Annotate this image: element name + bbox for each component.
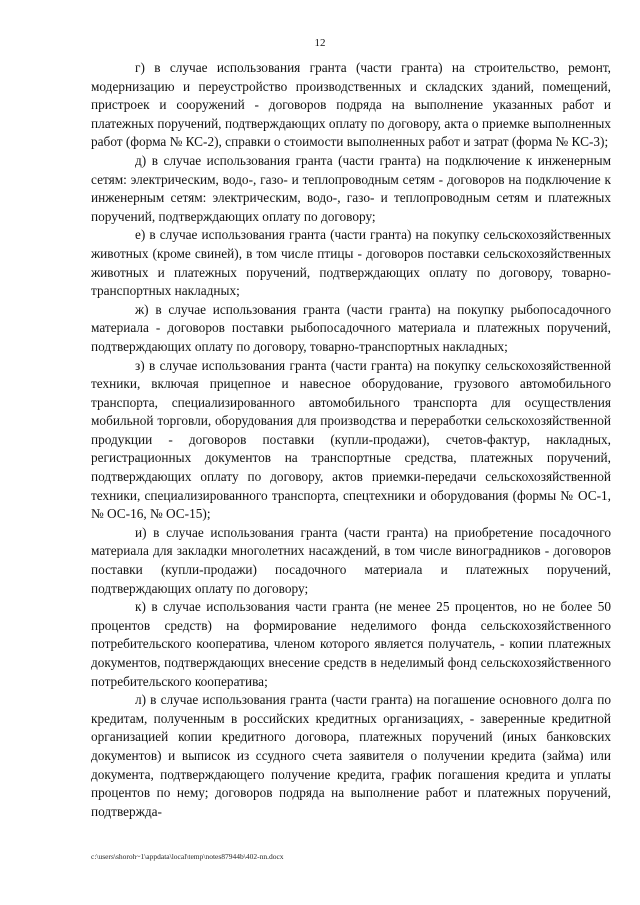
paragraph-z: з) в случае использования гранта (части гранта) на покупку сельскохозяйственной техники, включая прицепное и навесное оборудование, грузового автомобильного транспорта, специализированного автомобильного транспорта для осуществления мобильной торговли, оборудования для производства и переработки сельскохозяйственной продукции - договоров поставки (купли-продажи), счетов-фактур, накладных, регистрационных документов на транспортные средства, платежных поручений, подтверждающих оплату по договору, актов приемки-передачи сельскохозяйственной техники, специализированного транспорта, спецтехники и оборудования (формы № ОС-1, № ОС-16, № ОС-15); [91,357,611,522]
paragraph-d: д) в случае использования гранта (части гранта) на подключение к инженерным сетям: электрическим, водо-, газо- и теплопроводным сетям - договоров на подключение к инженерным сетям: электрическим, водо-, газо- и теплопроводным сетям и платежных поручений, подтверждающих оплату по договору; [91,152,611,224]
paragraph-zh: ж) в случае использования гранта (части гранта) на покупку рыбопосадочного материала - договоров поставки рыбопосадочного материала и платежных поручений, подтверждающих оплату по договору, товарно-транспортных накладных; [91,301,611,354]
paragraph-g: г) в случае использования гранта (части гранта) на строительство, ремонт, модернизацию и переустройство производственных и складских зданий, помещений, пристроек и сооружений - договоров подряда на выполнение указанных работ и платежных поручений, подтверждающих оплату по договору, акта о приемке выполненных работ (форма № КС-2), справки о стоимости выполненных работ и затрат (форма № КС-3); [91,60,611,150]
document-body [91,59,611,821]
paragraph-i: и) в случае использования гранта (части гранта) на приобретение посадочного материала для закладки многолетних насаждений, в том числе виноградников - договоров поставки (купли-продажи) посадочного материала и платежных поручений, подтверждающих оплату по договору; [91,524,611,596]
paragraph-l: л) в случае использования гранта (части гранта) на погашение основного долга по кредитам, полученным в российских кредитных организациях, - заверенные кредитной организацией копии кредитного договора, платежных поручений (иных банковских документов) и выписок из ссудного счета заявителя о получении кредита (займа) или документа, подтверждающего получение кредита, график погашения кредита и уплаты процентов по нему; договоров подряда на выполнение работ и платежных поручений, подтвержда- [91,692,611,819]
paragraph-k: к) в случае использования части гранта (не менее 25 процентов, но не более 50 процентов средств) на формирование неделимого фонда сельскохозяйственного потребительского кооператива, членом которого является получатель, - копии платежных документов, подтверждающих внесение средств в неделимый фонд сельскохозяйственного потребительского кооператива; [91,599,611,689]
paragraph-e: е) в случае использования гранта (части гранта) на покупку сельскохозяйственных животных (кроме свиней), в том числе птицы - договоров поставки сельскохозяйственных животных и платежных поручений, подтверждающих оплату по договору, товарно-транспортных накладных; [91,227,611,299]
page-number: 12 [314,37,326,49]
footer-file-path: c:\users\shoroh~1\appdata\local\temp\notes87944b\402-nn.docx [91,852,284,861]
